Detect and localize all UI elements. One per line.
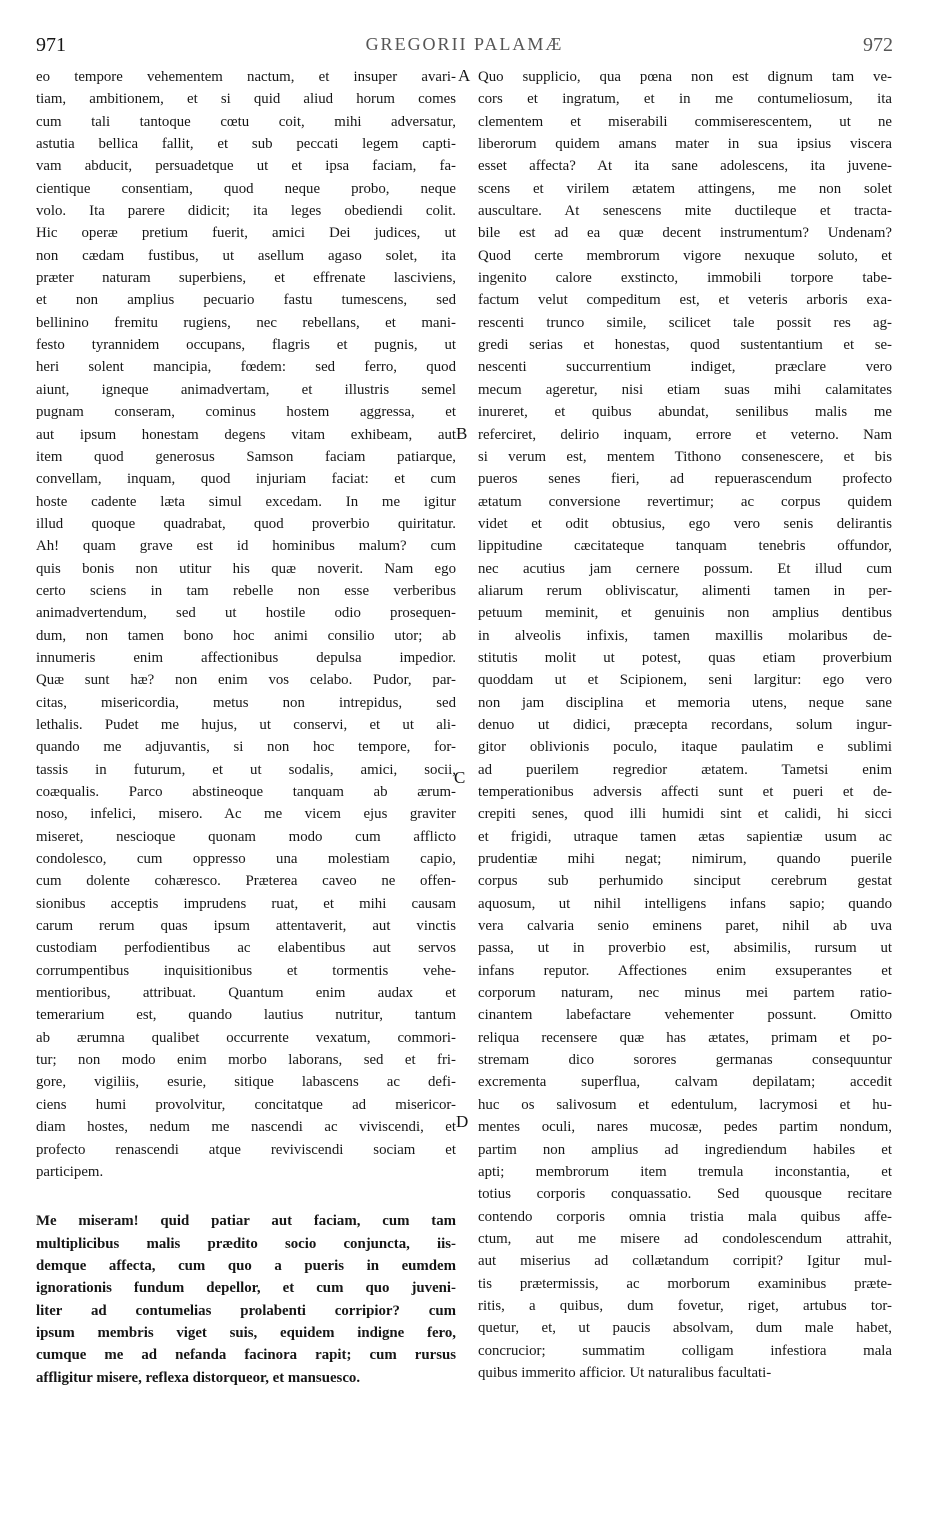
text-line: quetur, et, ut paucis absolvam, dum male habet, bbox=[478, 1320, 892, 1337]
text-line: ingenito calore exstincto, immobili torpore tabe- bbox=[478, 270, 892, 287]
text-line: custodiam perfodientibus ac elabentibus aut servos bbox=[36, 940, 456, 957]
text-line: concrucior; summatim colligam infestiora mala bbox=[478, 1342, 892, 1359]
text-line: ætatum conversione revertimur; ac corpus quidem bbox=[478, 493, 892, 510]
text-line: tassis in futurum, et ut sodalis, amici, socii, bbox=[36, 761, 456, 778]
text-line: cum dolente cohæresco. Præterea caveo ne offen- bbox=[36, 873, 456, 890]
text-line: aut miserius ad collætandum corripit? Igitur mul- bbox=[478, 1253, 892, 1270]
text-line: miseret, nescioque quonam modo cum afflicto bbox=[36, 828, 456, 845]
text-line: scens et virilem ætatem attingens, me non solet bbox=[478, 180, 892, 197]
text-line: et non amplius pecuario fastu tumescens, sed bbox=[36, 292, 456, 309]
text-line: huc os salivosum et edentulum, lacrymosi et hu- bbox=[478, 1096, 892, 1113]
left-paragraph-1 bbox=[36, 66, 456, 1183]
text-line: non jam disciplina et memoria utens, neque sane bbox=[478, 694, 892, 711]
margin-marker-a: A bbox=[458, 66, 471, 85]
text-line: totius corporis conquassatio. Sed quousque recitare bbox=[478, 1186, 892, 1203]
left-column bbox=[36, 66, 456, 1389]
text-line: et frigidi, utraque tamen ætas sapientiæ usum ac bbox=[478, 828, 892, 845]
text-line: tis prætermissis, ac morborum examinibus præte- bbox=[478, 1275, 892, 1292]
text-line: præter naturam superbiens, et effrenate lasciviens, bbox=[36, 270, 456, 287]
text-line: quis bonis non utitur his quæ noverit. Nam ego bbox=[36, 560, 456, 577]
text-line: certo sciens in tam rebelle non esse verberibus bbox=[36, 582, 456, 599]
text-line: citas, misericordia, metus non intrepidus, sed bbox=[36, 694, 456, 711]
text-line: Me miseram! quid patiar aut faciam, cum tam bbox=[36, 1213, 456, 1230]
text-line: corrumpentibus inquisitionibus et tormentis vehe- bbox=[36, 962, 456, 979]
text-line: clementem et miserabili commiserescentem, ut ne bbox=[478, 113, 892, 130]
text-line: festo tyrannidem occupans, flagris et pugnis, ut bbox=[36, 337, 456, 354]
text-line: ignorationis fundum depellor, et cum quo juveni- bbox=[36, 1280, 456, 1297]
text-line: temerarium est, quando lautius nutritur, tantum bbox=[36, 1007, 456, 1024]
text-line: illud quoque quadrabat, quod proverbio quiritatur. bbox=[36, 515, 456, 532]
text-line: cientique consentiam, quod neque probo, neque bbox=[36, 180, 456, 197]
text-line: temperationibus adversis affecti sunt et pueri et de- bbox=[478, 784, 892, 800]
text-line: ctum, aut me misere ad condolescendum attrahit, bbox=[478, 1230, 892, 1247]
text-line: stitutis molit ut potest, quas etiam proverbium bbox=[478, 649, 892, 666]
text-line: cinantem labefactare vehementer possunt. Omitto bbox=[478, 1007, 892, 1024]
page-number-left: 971 bbox=[36, 34, 66, 56]
text-line: astutia bellica fallit, et sub peccati legem capti- bbox=[36, 136, 456, 153]
text-line: lethalis. Pudet me hujus, ut conservi, et ut ali- bbox=[36, 716, 456, 733]
text-line: nec acutius jam cernere possum. Et illud cum bbox=[478, 560, 892, 577]
text-line: liter ad contumelias prolabenti corripior? cum bbox=[36, 1302, 456, 1319]
text-line: videt et odit obtusius, ego vero senis delirantis bbox=[478, 515, 892, 532]
text-line: vam abducit, persuadetque ut et ipsa faciam, fa- bbox=[36, 158, 456, 175]
text-line: prudentiæ mihi negat; nimirum, quando puerile bbox=[478, 851, 892, 868]
text-line: ciens humi provolvitur, concitatque ad misericor- bbox=[36, 1096, 456, 1113]
left-paragraph-2 bbox=[36, 1210, 456, 1389]
text-line: mentes oculi, nares mucosæ, pedes partim nondum, bbox=[478, 1119, 892, 1136]
text-line: aiunt, igneque animadvertam, et illustris semel bbox=[36, 381, 456, 398]
text-line: participem. bbox=[36, 1163, 104, 1180]
text-line: factum velut compeditum est, et veteris arboris exa- bbox=[478, 292, 892, 309]
text-line: quando me adjuvantis, si non hoc tempore, for- bbox=[36, 739, 456, 756]
text-line: corporum naturam, nec minus mei partem ratio- bbox=[478, 985, 892, 1002]
text-line: heri solent mancipia, fœdem: sed ferro, quod bbox=[36, 359, 456, 376]
text-line: gore, vigiliis, esurie, sitique labascens ac defi- bbox=[36, 1074, 456, 1091]
text-line: tiam, ambitionem, et si quid aliud horum comes bbox=[36, 91, 456, 108]
text-line: cors et ingratum, et in me contumeliosum, ita bbox=[478, 91, 892, 108]
text-line: tur; non modo enim morbo laborans, sed et fri- bbox=[36, 1052, 456, 1069]
text-line: reliqua recensere quæ has ætates, primam et po- bbox=[478, 1029, 892, 1046]
text-line: pugnam conseram, cominus hostem aggressa, et bbox=[36, 404, 456, 421]
text-line: volo. Ita parere didicit; ita leges obediendi colit. bbox=[36, 203, 456, 220]
text-line: dum, non tamen bono hoc animi consilio utor; ab bbox=[36, 627, 456, 644]
text-line: eo tempore vehementem nactum, et insuper avari- bbox=[36, 69, 456, 85]
text-line: infans reputor. Affectiones enim exsuperantes et bbox=[478, 962, 892, 979]
text-line: denuo ut didici, præcepta recordans, solum ingur- bbox=[478, 716, 892, 733]
text-line: bile est ad ea quæ decent instrumentum? Undenam? bbox=[478, 225, 892, 242]
page-header bbox=[36, 34, 893, 60]
text-line: inureret, et quibus abundat, senilibus malis me bbox=[478, 404, 892, 421]
text-line: sionibus acceptis imprudens ruat, et mihi causam bbox=[36, 895, 456, 912]
text-line: cum tali tantoque cœtu coit, mihi adversatur, bbox=[36, 113, 456, 130]
text-line: item quod generosus Samson faciam patiarque, bbox=[36, 448, 456, 465]
text-line: multiplicibus malis prædito socio conjuncta, iis- bbox=[36, 1235, 456, 1252]
text-line: apti; membrorum item tremula inconstantia, et bbox=[478, 1163, 892, 1180]
text-line: hoste cadente læta simul excedam. In me igitur bbox=[36, 493, 456, 510]
margin-marker-d: D bbox=[456, 1112, 469, 1131]
text-line: profecto renascendi atque reviviscendi sociam et bbox=[36, 1141, 456, 1158]
text-line: affligitur misere, reflexa distorqueor, et mansuesco. bbox=[36, 1369, 361, 1386]
text-line: coæqualis. Parco abstineoque tanquam ab ærum- bbox=[36, 784, 456, 800]
text-line: petuum meminit, et genuinis non amplius dentibus bbox=[478, 605, 892, 622]
text-line: partim non amplius ad ingrediendum habiles et bbox=[478, 1141, 892, 1158]
text-line: mentioribus, attribuat. Quantum enim audax et bbox=[36, 985, 456, 1002]
text-line: gitor oblivionis poculo, itaque paulatim e sublimi bbox=[478, 739, 892, 756]
running-title: GREGORII PALAMÆ bbox=[365, 34, 564, 54]
text-line: pueros senes fieri, ad repuerascendum profecto bbox=[478, 471, 892, 488]
right-column bbox=[478, 66, 892, 1384]
text-line: Quo supplicio, qua pœna non est dignum tam ve- bbox=[478, 69, 892, 85]
text-line: mecum ageretur, nisi etiam suas mihi calamitates bbox=[478, 381, 892, 398]
margin-marker-c: C bbox=[454, 768, 466, 787]
text-line: auscultare. At senescens mite ductileque et tracta- bbox=[478, 203, 892, 220]
text-line: liberorum quidem amans mater in sua ipsius viscera bbox=[478, 136, 892, 153]
text-line: contendo corporis omnia tristia mala quibus affe- bbox=[478, 1208, 892, 1225]
text-line: crepiti senes, quod illi humidi sint et calidi, hi sicci bbox=[478, 806, 892, 823]
text-line: convellam, inquam, quod injuriam faciat: et cum bbox=[36, 471, 456, 488]
text-line: diam hostes, nedum me nascendi ac viviscendi, et bbox=[36, 1119, 456, 1136]
text-line: quoddam ut et Scipionem, seni largitur: ego vero bbox=[478, 672, 892, 689]
text-line: Quæ sunt hæ? non enim vos celabo. Pudor, par- bbox=[36, 672, 456, 689]
text-line: gredi serias et honestas, quod sustentantium et se- bbox=[478, 337, 892, 354]
text-line: innumeris enim affectionibus depulsa impedior. bbox=[36, 649, 456, 666]
text-line: cumque me ad nefanda facinora rapit; cum rursus bbox=[36, 1347, 456, 1364]
page-number-right: 972 bbox=[863, 34, 893, 56]
text-line: Quod certe membrorum vigore nexuque soluto, et bbox=[478, 247, 892, 264]
text-line: Ah! quam grave est id hominibus malum? cum bbox=[36, 538, 456, 555]
text-line: quibus immerito afficior. Ut naturalibus facultati- bbox=[478, 1364, 772, 1381]
text-line: ritis, a quibus, dum fovetur, riget, artubus tor- bbox=[478, 1297, 892, 1314]
text-line: non cædam fustibus, ut asellum agaso solet, ita bbox=[36, 247, 456, 264]
margin-marker-b: B bbox=[456, 424, 468, 443]
text-line: in alveolis infixis, tamen maxillis molaribus de- bbox=[478, 627, 892, 644]
text-line: ab ærumna qualibet occurrente vexatum, commori- bbox=[36, 1029, 456, 1046]
text-line: nescenti succurrentium indiget, præclare vero bbox=[478, 359, 892, 376]
text-line: aut ipsum honestam degens vitam exhibeam, aut bbox=[36, 426, 456, 443]
text-line: animadvertendum, sed ut hostile odio prosequen- bbox=[36, 605, 456, 622]
text-line: stremam dico sorores germanas consequuntur bbox=[478, 1052, 892, 1069]
right-paragraph bbox=[478, 66, 892, 1384]
text-line: Hic operæ pretium fuerit, amici Dei judices, ut bbox=[36, 225, 456, 242]
text-line: ipsum membris viget suis, equidem indigne fero, bbox=[36, 1324, 456, 1341]
text-line: noso, infelici, misero. Ac me vicem ejus graviter bbox=[36, 806, 456, 823]
text-line: esset affecta? At ita sane adolescens, ita juvene- bbox=[478, 158, 892, 175]
text-line: referciret, delirio inquam, errore et veterno. Nam bbox=[478, 426, 892, 443]
paragraph-gap bbox=[36, 1183, 456, 1210]
text-line: bellinino fremitu rugiens, nec rebellans, et mani- bbox=[36, 314, 456, 331]
text-line: vera calvaria senio eminens paret, nihil ab uva bbox=[478, 918, 892, 935]
text-line: aliarum rerum obliviscatur, alimenti tamen in per- bbox=[478, 582, 892, 599]
text-line: lippitudine cæcitateque tanquam tenebris offundor, bbox=[478, 538, 892, 555]
text-line: passa, ut in proverbio est, absimilis, rursum ut bbox=[478, 940, 892, 957]
text-line: ad puerilem regredior ætatem. Tametsi enim bbox=[478, 761, 892, 778]
text-line: demque affecta, cum quo a pueris in eumdem bbox=[36, 1257, 456, 1274]
text-line: aquosum, ut nihil intelligens infans sapio; quando bbox=[478, 895, 892, 912]
text-line: corpus sub perhumido sinciput cerebrum gestat bbox=[478, 873, 892, 890]
text-line: rescenti trunco simile, scilicet tale possit res ag- bbox=[478, 314, 892, 331]
text-line: condolesco, cum oppresso una molestiam capio, bbox=[36, 851, 456, 868]
text-line: excrementa superflua, calvam depilatam; accedit bbox=[478, 1074, 892, 1091]
text-line: si verum est, mentem Tithono consenescere, et bis bbox=[478, 448, 892, 465]
text-line: carum rerum quas ipsum attentaverit, aut vinctis bbox=[36, 918, 456, 935]
